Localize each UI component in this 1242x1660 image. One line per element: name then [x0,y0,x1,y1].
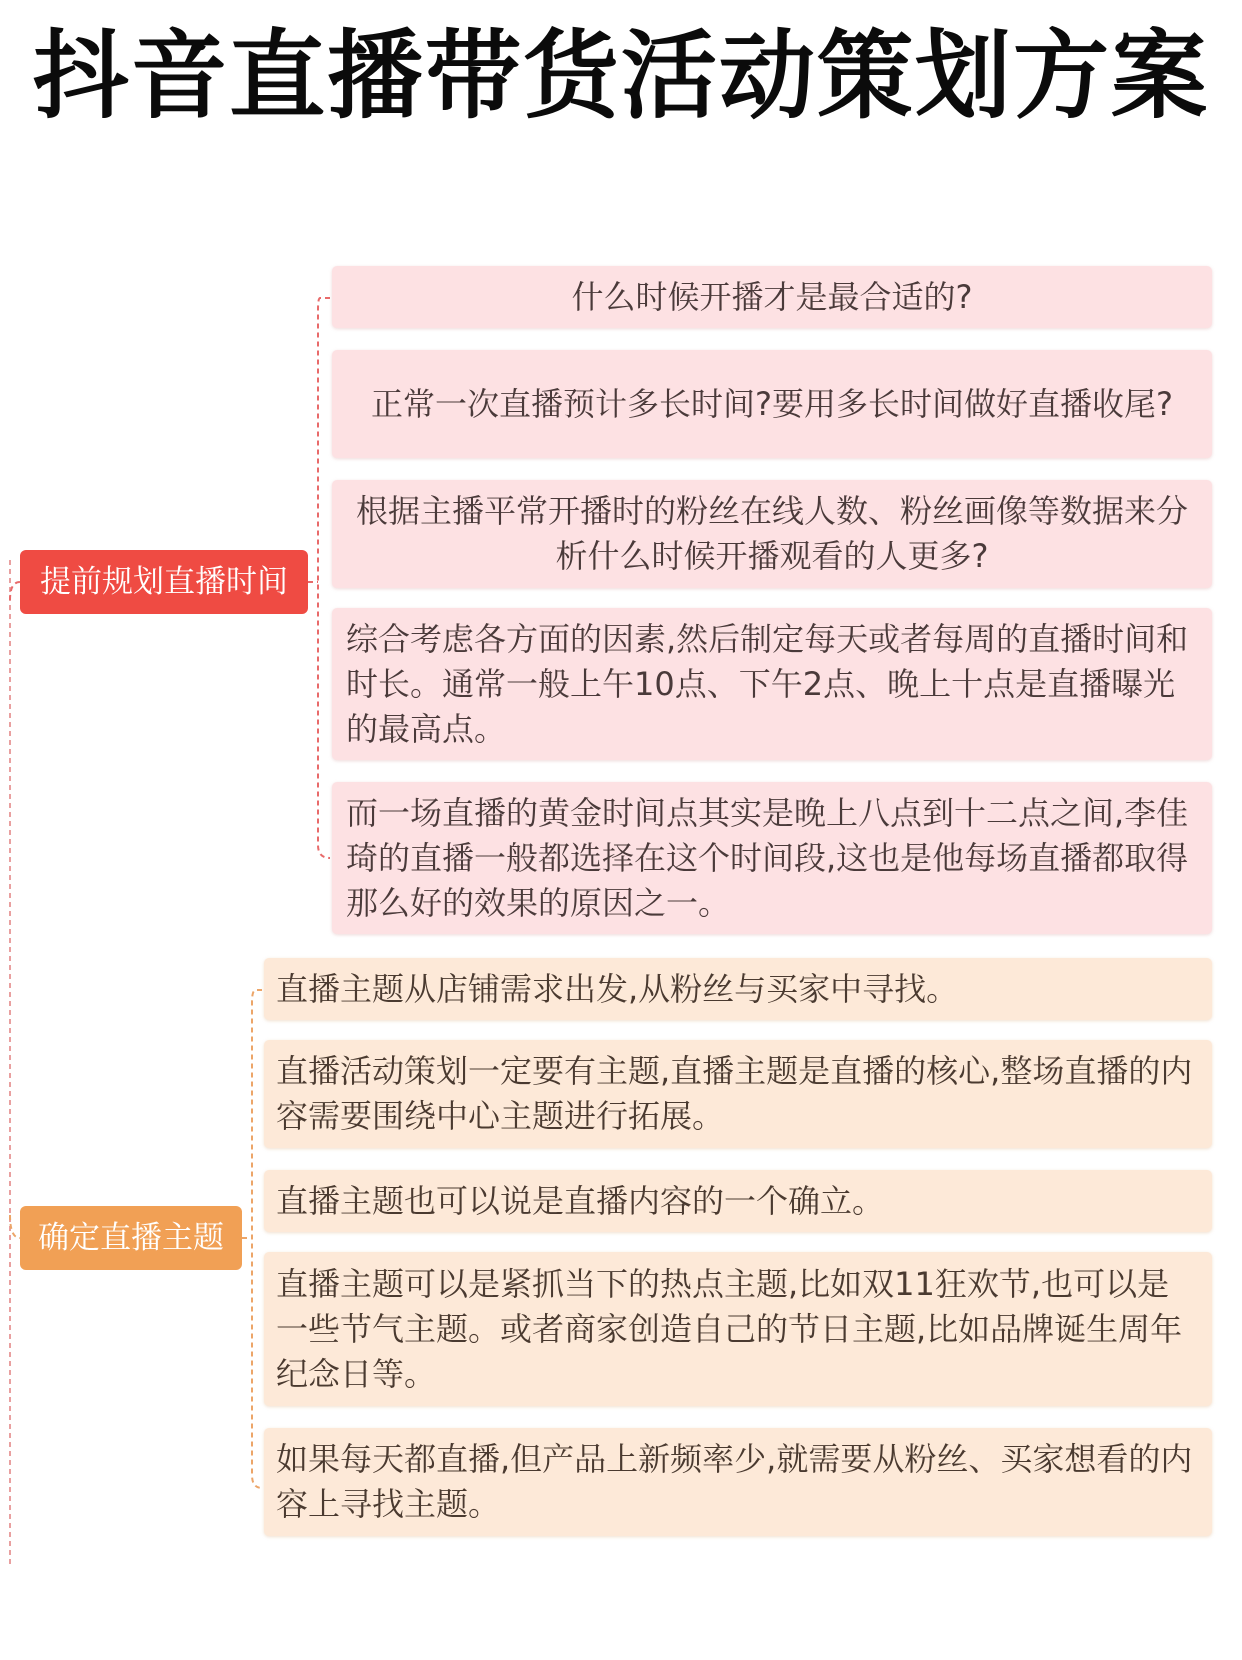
leaf-node[interactable] [264,1040,1212,1148]
leaf-text: 什么时候开播才是最合适的? [571,277,973,316]
leaf-text: 正常一次直播预计多长时间?要用多长时间做好直播收尾? [371,384,1173,423]
leaf-node[interactable] [264,1170,1212,1232]
branch-2-bracket-line [252,990,262,1488]
leaf-text: 直播主题可以是紧抓当下的热点主题,比如双11狂欢节,也可以是一些节气主题。或者商家创造自己的节日主题,比如品牌诞生周年纪念日等。 [276,1264,1183,1393]
leaf-node[interactable] [332,266,1212,328]
leaf-node[interactable] [332,782,1212,934]
leaf-node[interactable] [332,480,1212,588]
leaf-text: 而一场直播的黄金时间点其实是晚上八点到十二点之间,李佳琦的直播一般都选择在这个时间段,这也是他每场直播都取得那么好的效果的原因之一。 [346,793,1189,922]
leaf-text: 综合考虑各方面的因素,然后制定每天或者每周的直播时间和时长。通常一般上午10点、下午2点、晚上十点是直播曝光的最高点。 [346,619,1189,748]
branch-node-plan-live-time[interactable] [20,550,308,614]
leaf-node[interactable] [264,958,1212,1020]
trunk-to-branch-2-line [10,1215,20,1238]
branch-node-confirm-live-theme[interactable] [20,1206,242,1270]
leaf-text: 根据主播平常开播时的粉丝在线人数、粉丝画像等数据来分析什么时候开播观看的人更多? [355,492,1188,575]
leaf-node[interactable] [264,1428,1212,1536]
branch-label: 提前规划直播时间 [40,564,288,600]
branch-1-bracket-line [318,298,330,858]
leaf-node[interactable] [264,1252,1212,1406]
leaf-text: 直播活动策划一定要有主题,直播主题是直播的核心,整场直播的内容需要围绕中心主题进行拓展。 [276,1052,1193,1135]
leaf-text: 如果每天都直播,但产品上新频率少,就需要从粉丝、买家想看的内容上寻找主题。 [276,1440,1193,1523]
leaf-node[interactable] [332,350,1212,458]
leaf-node[interactable] [332,608,1212,760]
trunk-to-branch-1-line [10,582,20,600]
page-title: 抖音直播带货活动策划方案 [33,20,1209,132]
branch-label: 确定直播主题 [38,1220,224,1256]
leaf-text: 直播主题从店铺需求出发,从粉丝与买家中寻找。 [276,969,959,1008]
leaf-text: 直播主题也可以说是直播内容的一个确立。 [276,1181,885,1220]
